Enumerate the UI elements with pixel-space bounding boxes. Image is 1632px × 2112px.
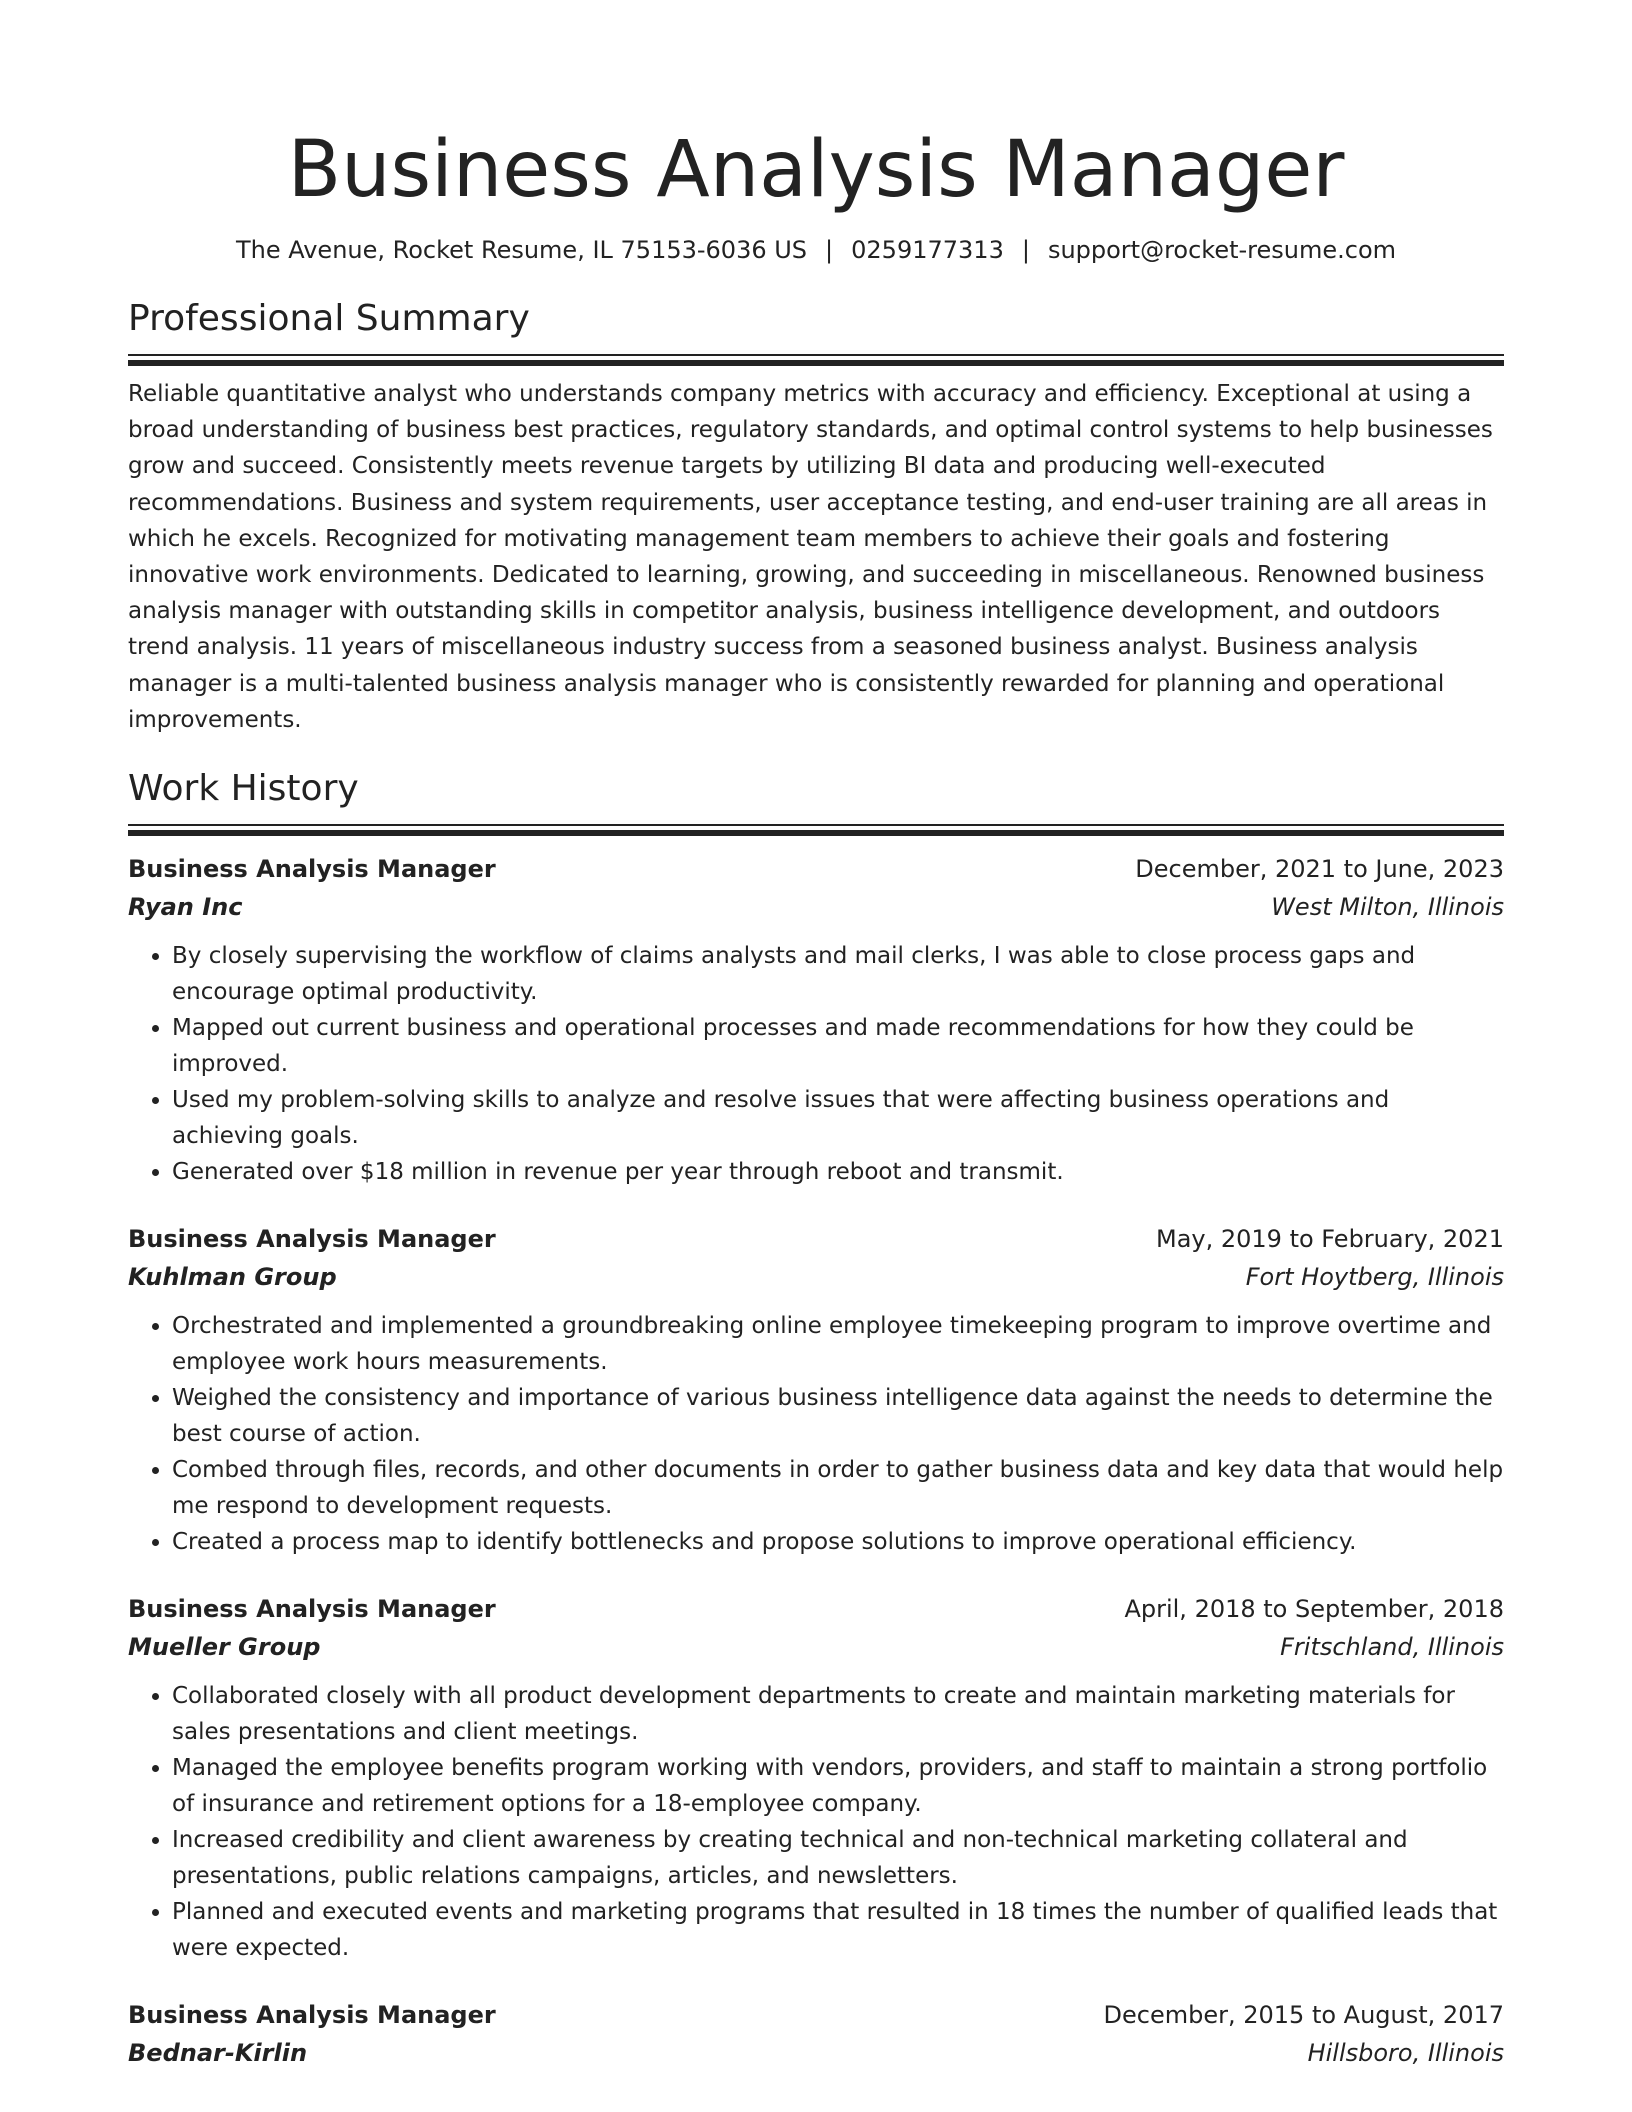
contact-separator: | bbox=[825, 236, 834, 264]
job-entry bbox=[128, 1996, 1504, 2072]
work-history-section bbox=[128, 764, 1504, 2072]
bullet-item: • Collaborated closely with all product development departments to create and maintain marketing materials for sales presentations and client meetings. bbox=[172, 1678, 1504, 1750]
resume-name: Business Analysis Manager bbox=[287, 125, 1345, 215]
summary-text: Reliable quantitative analyst who understands company metrics with accuracy and efficiency. Exceptional at using a broad understanding of business best practices, regulatory standards, and optimal control systems to help businesses grow and succeed. Consistently meets revenue targets by utilizing BI data and producing well-executed recommendations. Business and system requirements, user acceptance testing, and end-user training are all areas in which he excels. Recognized for motivating management team members to achieve their goals and fostering innovative work environments. Dedicated to learning, growing, and succeeding in miscellaneous. Renowned business analysis manager with outstanding skills in competitor analysis, business intelligence development, and outdoors trend analysis. 11 years of miscellaneous industry success from a seasoned business analyst. Business analysis manager is a multi-talented business analysis manager who is consistently rewarded for planning and operational improvements. bbox=[128, 381, 1493, 733]
job-location: Fritschland, Illinois bbox=[1280, 1633, 1504, 1662]
job-title: Business Analysis Manager bbox=[128, 855, 496, 884]
bullet-item: • Mapped out current business and operational processes and made recommendations for how they could be improved. bbox=[172, 1010, 1504, 1082]
contact-separator: | bbox=[1021, 236, 1030, 264]
bullet-item: • Orchestrated and implemented a groundbreaking online employee timekeeping program to improve overtime and employee work hours measurements. bbox=[172, 1308, 1504, 1380]
section-divider bbox=[128, 354, 1504, 366]
bullet-item: • Used my problem-solving skills to analyze and resolve issues that were affecting business operations and achieving goals. bbox=[172, 1082, 1504, 1154]
bullet-item: • Planned and executed events and marketing programs that resulted in 18 times the number of qualified leads that were expected. bbox=[172, 1894, 1504, 1966]
contact-phone: 0259177313 bbox=[851, 236, 1004, 264]
section-title: Professional Summary bbox=[128, 298, 530, 339]
section-divider bbox=[128, 824, 1504, 836]
job-location: Hillsboro, Illinois bbox=[1307, 2039, 1504, 2068]
bullet-item: • Combed through files, records, and other documents in order to gather business data and key data that would help me respond to development requests. bbox=[172, 1452, 1504, 1524]
job-location: Fort Hoytberg, Illinois bbox=[1245, 1263, 1504, 1292]
contact-line bbox=[128, 232, 1504, 268]
job-dates: April, 2018 to September, 2018 bbox=[1124, 1595, 1504, 1624]
bullet-item: • Managed the employee benefits program working with vendors, providers, and staff to maintain a strong portfolio of insurance and retirement options for a 18-employee company. bbox=[172, 1750, 1504, 1822]
job-title: Business Analysis Manager bbox=[128, 1225, 496, 1254]
job-title: Business Analysis Manager bbox=[128, 1595, 496, 1624]
job-company: Kuhlman Group bbox=[128, 1263, 337, 1292]
bullet-item: • Increased credibility and client awareness by creating technical and non-technical marketing collateral and presentations, public relations campaigns, articles, and newsletters. bbox=[172, 1822, 1504, 1894]
job-company: Bednar-Kirlin bbox=[128, 2039, 308, 2068]
job-entry bbox=[128, 1590, 1504, 1966]
job-entry bbox=[128, 850, 1504, 1190]
job-dates: May, 2019 to February, 2021 bbox=[1156, 1225, 1504, 1254]
job-company: Ryan Inc bbox=[128, 893, 243, 922]
professional-summary-section bbox=[128, 294, 1504, 738]
job-location: West Milton, Illinois bbox=[1271, 893, 1504, 922]
bullet-item: • Weighed the consistency and importance of various business intelligence data against the needs to determine the best course of action. bbox=[172, 1380, 1504, 1452]
job-title: Business Analysis Manager bbox=[128, 2001, 496, 2030]
job-bullets bbox=[128, 938, 1504, 1190]
bullet-item: • By closely supervising the workflow of claims analysts and mail clerks, I was able to close process gaps and encourage optimal productivity. bbox=[172, 938, 1504, 1010]
bullet-item: • Generated over $18 million in revenue per year through reboot and transmit. bbox=[172, 1154, 1504, 1190]
bullet-item: • Created a process map to identify bottlenecks and propose solutions to improve operational efficiency. bbox=[172, 1524, 1504, 1560]
section-title: Work History bbox=[128, 768, 359, 810]
resume-page bbox=[128, 0, 1504, 2072]
job-company: Mueller Group bbox=[128, 1633, 321, 1662]
job-bullets bbox=[128, 1308, 1504, 1560]
job-entry bbox=[128, 1220, 1504, 1560]
job-dates: December, 2021 to June, 2023 bbox=[1135, 855, 1504, 884]
contact-address: The Avenue, Rocket Resume, IL 75153-6036 US bbox=[235, 236, 808, 264]
job-bullets bbox=[128, 1678, 1504, 1966]
job-dates: December, 2015 to August, 2017 bbox=[1103, 2001, 1504, 2030]
contact-email: support@rocket-resume.com bbox=[1047, 236, 1397, 264]
